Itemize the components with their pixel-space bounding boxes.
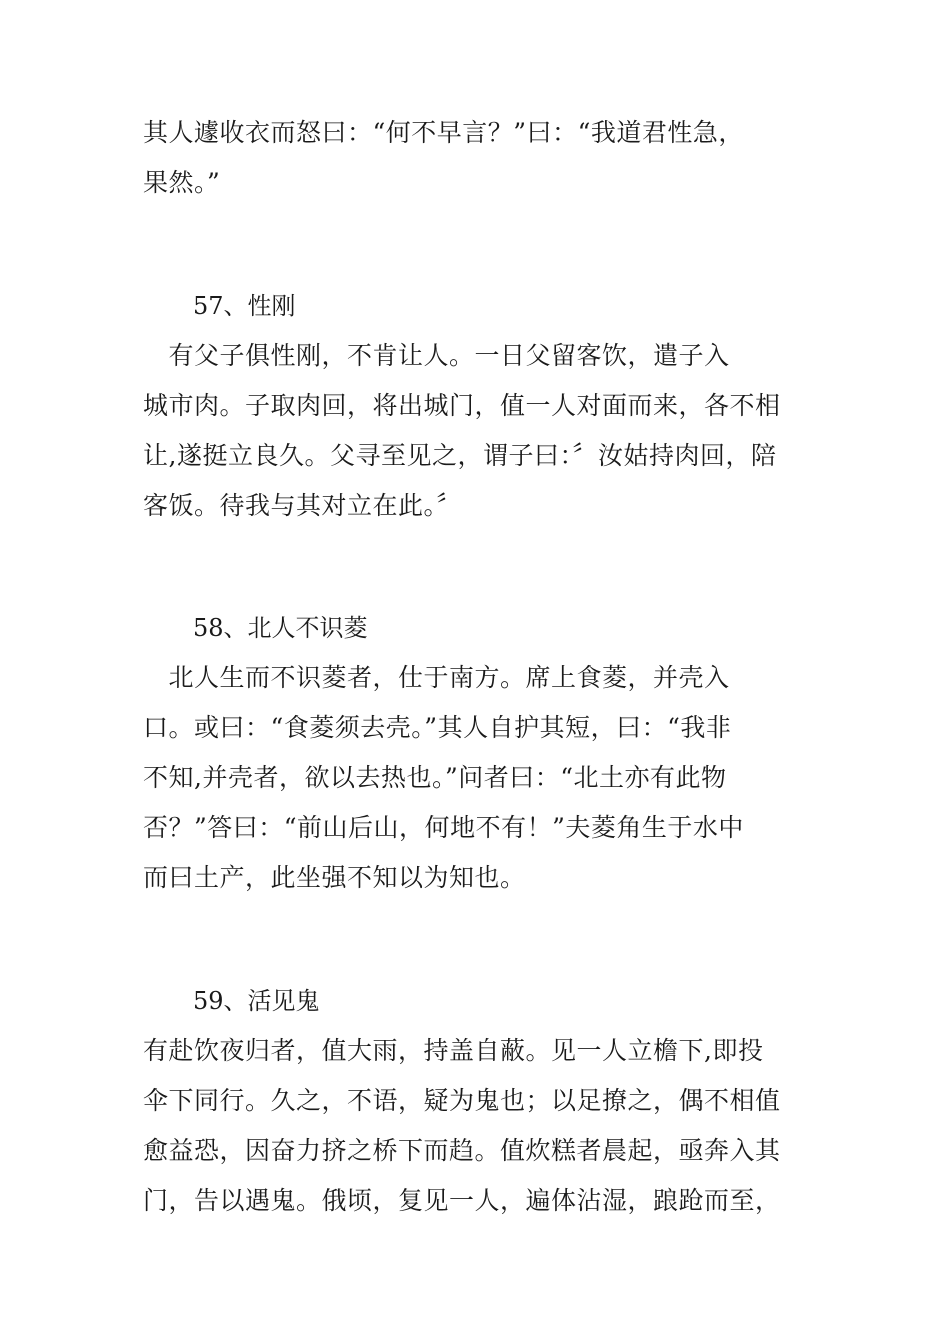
paragraph-line: 伞下同行。久之，不语，疑为鬼也；以足撩之，偶不相值 xyxy=(143,1086,781,1115)
section-heading-59: 59、活见鬼 xyxy=(193,987,320,1015)
paragraph-line: 门，告以遇鬼。俄顷，复见一人，遍体沾湿，踉跄而至， xyxy=(143,1186,781,1215)
paragraph-line: 客饭。待我与其对立在此。〞 xyxy=(143,491,463,520)
paragraph-line: 不知,并壳者，欲以去热也。”问者曰：“北土亦有此物 xyxy=(143,763,727,792)
paragraph-line: 其人遽收衣而怒曰：“何不早言？”曰：“我道君性急， xyxy=(143,118,744,147)
paragraph-line: 有父子俱性刚，不肯让人。一日父留客饮，遣子入 xyxy=(143,341,730,370)
paragraph-line: 愈益恐，因奋力挤之桥下而趋。值炊糕者晨起，亟奔入其 xyxy=(143,1136,781,1165)
paragraph-line: 口。或曰：“食菱须去壳。”其人自护其短，曰：“我非 xyxy=(143,713,732,742)
paragraph-line: 北人生而不识菱者，仕于南方。席上食菱，并壳入 xyxy=(143,663,730,692)
section-heading-58: 58、北人不识菱 xyxy=(193,614,368,642)
paragraph-line: 果然。” xyxy=(143,168,221,197)
paragraph-line: 让,遂挺立良久。父寻至见之，谓子曰：〞汝姑持肉回，陪 xyxy=(143,441,777,470)
section-heading-57: 57、性刚 xyxy=(193,292,296,320)
paragraph-line: 有赴饮夜归者，值大雨，持盖自蔽。见一人立檐下,即投 xyxy=(143,1036,764,1065)
paragraph-line: 否？”答曰：“前山后山，何地不有！”夫菱角生于水中 xyxy=(143,813,744,842)
paragraph-line: 而曰土产，此坐强不知以为知也。 xyxy=(143,863,526,892)
paragraph-line: 城市肉。子取肉回，将出城门，值一人对面而来，各不相 xyxy=(143,391,781,420)
